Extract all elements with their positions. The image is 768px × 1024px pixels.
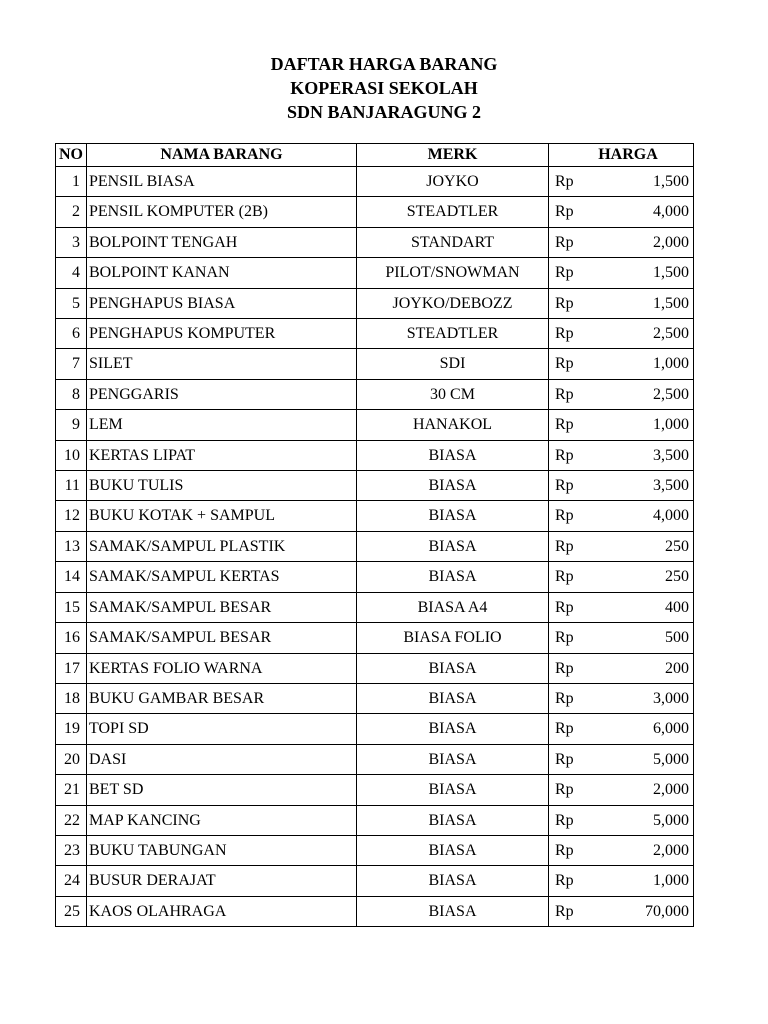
cell-item-name: TOPI SD bbox=[87, 714, 357, 744]
cell-no: 5 bbox=[56, 288, 87, 318]
cell-no: 18 bbox=[56, 683, 87, 713]
cell-brand: BIASA bbox=[357, 531, 549, 561]
cell-price: 400 bbox=[601, 592, 694, 622]
cell-item-name: PENSIL BIASA bbox=[87, 167, 357, 197]
cell-brand: BIASA bbox=[357, 440, 549, 470]
table-row bbox=[56, 683, 694, 713]
cell-brand: BIASA bbox=[357, 744, 549, 774]
table-row bbox=[56, 471, 694, 501]
table-row bbox=[56, 440, 694, 470]
cell-item-name: LEM bbox=[87, 410, 357, 440]
table-row bbox=[56, 410, 694, 440]
cell-no: 10 bbox=[56, 440, 87, 470]
cell-no: 23 bbox=[56, 835, 87, 865]
cell-price: 5,000 bbox=[601, 744, 694, 774]
cell-price: 1,500 bbox=[601, 167, 694, 197]
cell-brand: BIASA bbox=[357, 805, 549, 835]
cell-currency: Rp bbox=[549, 592, 601, 622]
title-line-2: KOPERASI SEKOLAH bbox=[290, 78, 478, 98]
cell-currency: Rp bbox=[549, 714, 601, 744]
cell-no: 6 bbox=[56, 319, 87, 349]
cell-price: 1,000 bbox=[601, 410, 694, 440]
cell-item-name: BOLPOINT TENGAH bbox=[87, 227, 357, 257]
cell-currency: Rp bbox=[549, 835, 601, 865]
cell-no: 16 bbox=[56, 623, 87, 653]
cell-currency: Rp bbox=[549, 866, 601, 896]
cell-no: 25 bbox=[56, 896, 87, 926]
cell-currency: Rp bbox=[549, 896, 601, 926]
cell-price: 3,500 bbox=[601, 440, 694, 470]
table-row bbox=[56, 227, 694, 257]
table-row bbox=[56, 896, 694, 926]
table-row bbox=[56, 592, 694, 622]
cell-currency: Rp bbox=[549, 227, 601, 257]
cell-brand: BIASA bbox=[357, 501, 549, 531]
table-row bbox=[56, 714, 694, 744]
cell-brand: STEADTLER bbox=[357, 197, 549, 227]
cell-brand: BIASA bbox=[357, 683, 549, 713]
cell-price: 3,000 bbox=[601, 683, 694, 713]
cell-brand: BIASA bbox=[357, 866, 549, 896]
table-row bbox=[56, 319, 694, 349]
header-name: NAMA BARANG bbox=[87, 144, 357, 167]
cell-no: 20 bbox=[56, 744, 87, 774]
cell-currency: Rp bbox=[549, 349, 601, 379]
cell-price: 70,000 bbox=[601, 896, 694, 926]
table-row bbox=[56, 744, 694, 774]
table-row bbox=[56, 379, 694, 409]
cell-no: 21 bbox=[56, 775, 87, 805]
cell-item-name: BUKU TABUNGAN bbox=[87, 835, 357, 865]
cell-item-name: PENSIL KOMPUTER (2B) bbox=[87, 197, 357, 227]
cell-price: 250 bbox=[601, 531, 694, 561]
cell-item-name: BUKU TULIS bbox=[87, 471, 357, 501]
table-row bbox=[56, 167, 694, 197]
cell-price: 4,000 bbox=[601, 501, 694, 531]
cell-price: 2,500 bbox=[601, 379, 694, 409]
cell-item-name: BUSUR DERAJAT bbox=[87, 866, 357, 896]
cell-brand: BIASA bbox=[357, 896, 549, 926]
cell-item-name: DASI bbox=[87, 744, 357, 774]
document-title bbox=[0, 52, 768, 124]
cell-no: 7 bbox=[56, 349, 87, 379]
table-row bbox=[56, 835, 694, 865]
cell-price: 6,000 bbox=[601, 714, 694, 744]
cell-brand: STANDART bbox=[357, 227, 549, 257]
cell-no: 11 bbox=[56, 471, 87, 501]
cell-brand: PILOT/SNOWMAN bbox=[357, 258, 549, 288]
cell-currency: Rp bbox=[549, 258, 601, 288]
header-no: NO bbox=[56, 144, 87, 167]
cell-brand: BIASA bbox=[357, 653, 549, 683]
cell-price: 200 bbox=[601, 653, 694, 683]
table-row bbox=[56, 501, 694, 531]
cell-item-name: BET SD bbox=[87, 775, 357, 805]
cell-item-name: BUKU KOTAK + SAMPUL bbox=[87, 501, 357, 531]
cell-item-name: SAMAK/SAMPUL PLASTIK bbox=[87, 531, 357, 561]
table-row bbox=[56, 288, 694, 318]
cell-currency: Rp bbox=[549, 805, 601, 835]
cell-brand: BIASA bbox=[357, 471, 549, 501]
cell-brand: 30 CM bbox=[357, 379, 549, 409]
cell-price: 1,500 bbox=[601, 288, 694, 318]
cell-price: 1,000 bbox=[601, 349, 694, 379]
cell-currency: Rp bbox=[549, 683, 601, 713]
cell-currency: Rp bbox=[549, 197, 601, 227]
cell-no: 24 bbox=[56, 866, 87, 896]
cell-brand: BIASA A4 bbox=[357, 592, 549, 622]
cell-price: 3,500 bbox=[601, 471, 694, 501]
cell-price: 2,000 bbox=[601, 775, 694, 805]
cell-currency: Rp bbox=[549, 440, 601, 470]
cell-currency: Rp bbox=[549, 379, 601, 409]
cell-brand: BIASA bbox=[357, 714, 549, 744]
cell-currency: Rp bbox=[549, 319, 601, 349]
cell-no: 9 bbox=[56, 410, 87, 440]
cell-currency: Rp bbox=[549, 410, 601, 440]
cell-item-name: PENGHAPUS BIASA bbox=[87, 288, 357, 318]
cell-currency: Rp bbox=[549, 744, 601, 774]
cell-item-name: MAP KANCING bbox=[87, 805, 357, 835]
cell-brand: JOYKO bbox=[357, 167, 549, 197]
cell-item-name: KERTAS LIPAT bbox=[87, 440, 357, 470]
title-line-3: SDN BANJARAGUNG 2 bbox=[286, 102, 481, 122]
cell-item-name: BUKU GAMBAR BESAR bbox=[87, 683, 357, 713]
cell-price: 500 bbox=[601, 623, 694, 653]
cell-currency: Rp bbox=[549, 653, 601, 683]
cell-price: 1,000 bbox=[601, 866, 694, 896]
cell-currency: Rp bbox=[549, 471, 601, 501]
cell-price: 2,500 bbox=[601, 319, 694, 349]
cell-no: 17 bbox=[56, 653, 87, 683]
cell-price: 5,000 bbox=[601, 805, 694, 835]
cell-brand: HANAKOL bbox=[357, 410, 549, 440]
table-row bbox=[56, 349, 694, 379]
cell-no: 22 bbox=[56, 805, 87, 835]
cell-no: 1 bbox=[56, 167, 87, 197]
cell-price: 2,000 bbox=[601, 835, 694, 865]
cell-brand: SDI bbox=[357, 349, 549, 379]
cell-item-name: SILET bbox=[87, 349, 357, 379]
table-row bbox=[56, 623, 694, 653]
table-row bbox=[56, 258, 694, 288]
cell-item-name: PENGHAPUS KOMPUTER bbox=[87, 319, 357, 349]
cell-item-name: SAMAK/SAMPUL BESAR bbox=[87, 592, 357, 622]
table-row bbox=[56, 805, 694, 835]
price-table bbox=[55, 143, 694, 927]
table-row bbox=[56, 197, 694, 227]
table-row bbox=[56, 866, 694, 896]
cell-brand: BIASA bbox=[357, 562, 549, 592]
cell-no: 4 bbox=[56, 258, 87, 288]
cell-no: 13 bbox=[56, 531, 87, 561]
cell-no: 12 bbox=[56, 501, 87, 531]
cell-item-name: BOLPOINT KANAN bbox=[87, 258, 357, 288]
cell-item-name: KERTAS FOLIO WARNA bbox=[87, 653, 357, 683]
cell-item-name: KAOS OLAHRAGA bbox=[87, 896, 357, 926]
cell-no: 15 bbox=[56, 592, 87, 622]
cell-brand: BIASA bbox=[357, 775, 549, 805]
header-brand: MERK bbox=[357, 144, 549, 167]
cell-currency: Rp bbox=[549, 562, 601, 592]
table-body bbox=[56, 167, 694, 927]
cell-item-name: SAMAK/SAMPUL KERTAS bbox=[87, 562, 357, 592]
cell-no: 8 bbox=[56, 379, 87, 409]
cell-price: 2,000 bbox=[601, 227, 694, 257]
cell-currency: Rp bbox=[549, 501, 601, 531]
cell-currency: Rp bbox=[549, 775, 601, 805]
table-row bbox=[56, 775, 694, 805]
cell-currency: Rp bbox=[549, 531, 601, 561]
cell-price: 4,000 bbox=[601, 197, 694, 227]
cell-currency: Rp bbox=[549, 167, 601, 197]
cell-no: 14 bbox=[56, 562, 87, 592]
cell-item-name: PENGGARIS bbox=[87, 379, 357, 409]
table-row bbox=[56, 531, 694, 561]
table-row bbox=[56, 562, 694, 592]
cell-no: 19 bbox=[56, 714, 87, 744]
cell-price: 1,500 bbox=[601, 258, 694, 288]
title-line-1: DAFTAR HARGA BARANG bbox=[270, 54, 498, 74]
cell-no: 2 bbox=[56, 197, 87, 227]
table-header-row bbox=[56, 144, 694, 167]
cell-currency: Rp bbox=[549, 288, 601, 318]
cell-price: 250 bbox=[601, 562, 694, 592]
cell-brand: STEADTLER bbox=[357, 319, 549, 349]
table-row bbox=[56, 653, 694, 683]
header-price: HARGA bbox=[549, 144, 694, 167]
cell-brand: JOYKO/DEBOZZ bbox=[357, 288, 549, 318]
cell-brand: BIASA FOLIO bbox=[357, 623, 549, 653]
cell-item-name: SAMAK/SAMPUL BESAR bbox=[87, 623, 357, 653]
cell-brand: BIASA bbox=[357, 835, 549, 865]
cell-no: 3 bbox=[56, 227, 87, 257]
cell-currency: Rp bbox=[549, 623, 601, 653]
